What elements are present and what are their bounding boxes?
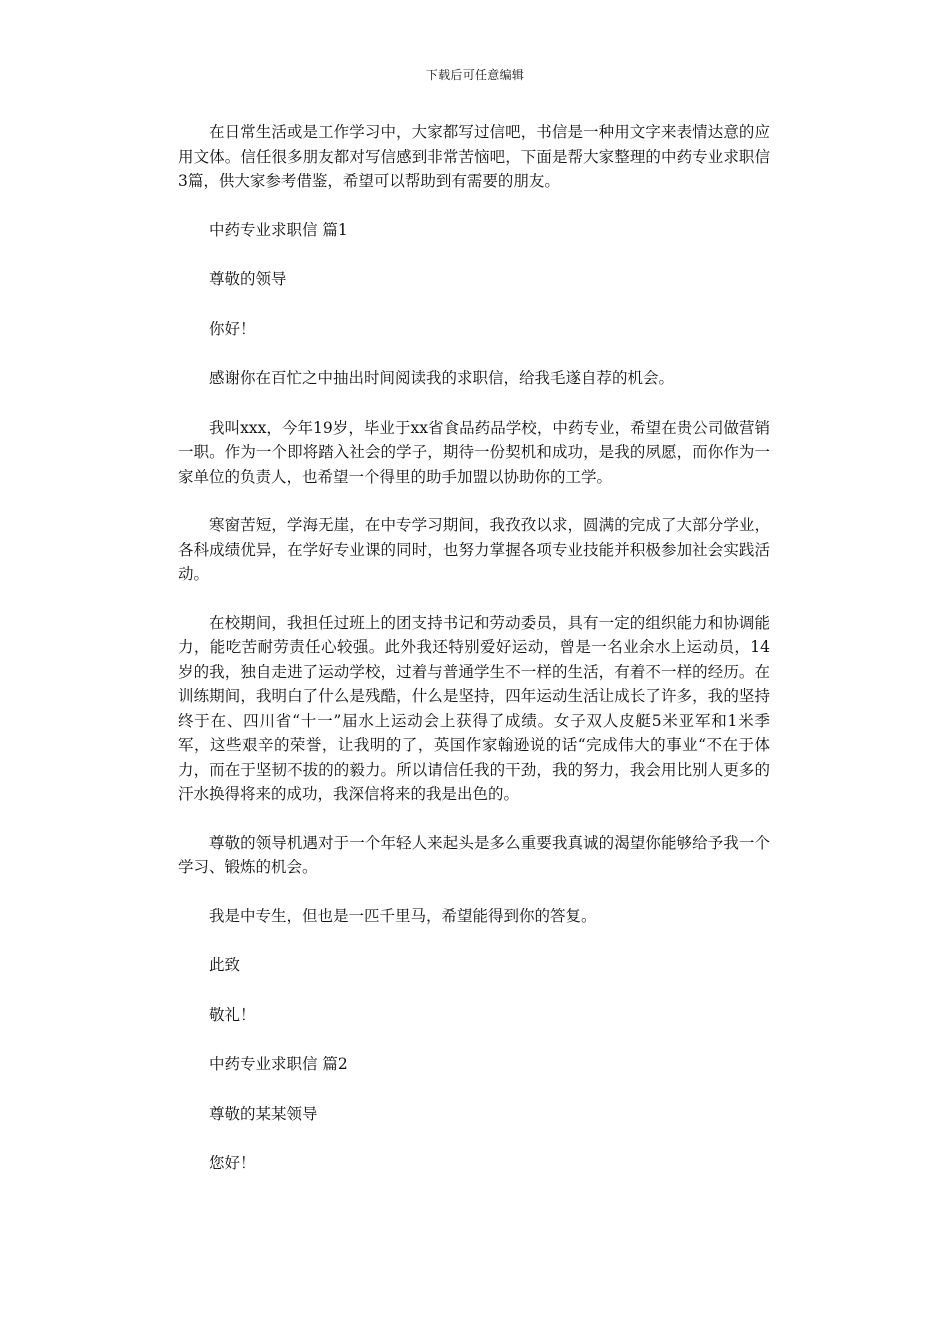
letter-2-title: 中药专业求职信 篇2 [209,1055,348,1073]
letter-2-salutation: 尊敬的某某领导 [209,1104,318,1123]
letter-1-self-intro: 我叫xxx，今年19岁，毕业于xx省食品药品学校，中药专业，希望在贵公司做营销一职。作为一个即将踏入社会的学子，期待一份契机和成功，是我的夙愿，而你作为一家单位的负责人，也希望一个得里的助手加盟以协助你的工学。 [178,418,770,486]
document-body [178,120,770,1201]
letter-1-closing-wish: 我是中专生，但也是一匹千里马，希望能得到你的答复。 [209,906,597,925]
letter-1-salutation: 尊敬的领导 [209,270,287,288]
letter-1-thanks: 感谢你在百忙之中抽出时间阅读我的求职信，给我毛遂自荐的机会。 [209,369,675,387]
letter-1-regards: 敬礼！ [209,1005,256,1024]
letter-1-request: 尊敬的领导机遇对于一个年轻人来起头是多么重要我真诚的渴望你能够给予我一个学习、锻炼的机会。 [178,833,770,876]
letter-1-experience: 在校期间，我担任过班上的团支持书记和劳动委员，具有一定的组织能力和协调能力，能吃苦耐劳责任心较强。此外我还特别爱好运动，曾是一名业余水上运动员，14岁的我，独自走进了运动学校，过着与普通学生不一样的生活，有着不一样的经历。在训练期间，我明白了什么是残酷，什么是坚持，四年运动生活让成长了许多，我的坚持终于在、四川省“十一”届水上运动会上获得了成绩。女子双人皮艇5米亚军和1米季军，这些艰辛的荣誉，让我明的了，英国作家翰逊说的话“完成伟大的事业“不在于体力，而在于坚韧不拔的的毅力。所以请信任我的干劲，我的努力，我会用比别人更多的汗水换得将来的成功，我深信将来的我是出色的。 [178,613,770,803]
letter-1-title: 中药专业求职信 篇1 [209,220,348,239]
page-header: 下载后可任意编辑 [425,68,525,82]
intro-paragraph: 在日常生活或是工作学习中，大家都写过信吧，书信是一种用文字来表情达意的应用文体。信任很多朋友都对写信感到非常苦恼吧，下面是帮大家整理的中药专业求职信3篇，供大家参考借鉴，希望可以帮助到有需要的朋友。 [178,123,770,190]
letter-1-closing: 此致 [209,956,241,974]
letter-1-study: 寒窗苦短，学海无崖，在中专学习期间，我孜孜以求，圆满的完成了大部分学业，各科成绩优异，在学好专业课的同时，也努力掌握各项专业技能并积极参加社会实践活动。 [178,516,770,583]
letter-2-greeting: 您好！ [209,1154,256,1172]
letter-1-greeting: 你好！ [209,319,256,338]
